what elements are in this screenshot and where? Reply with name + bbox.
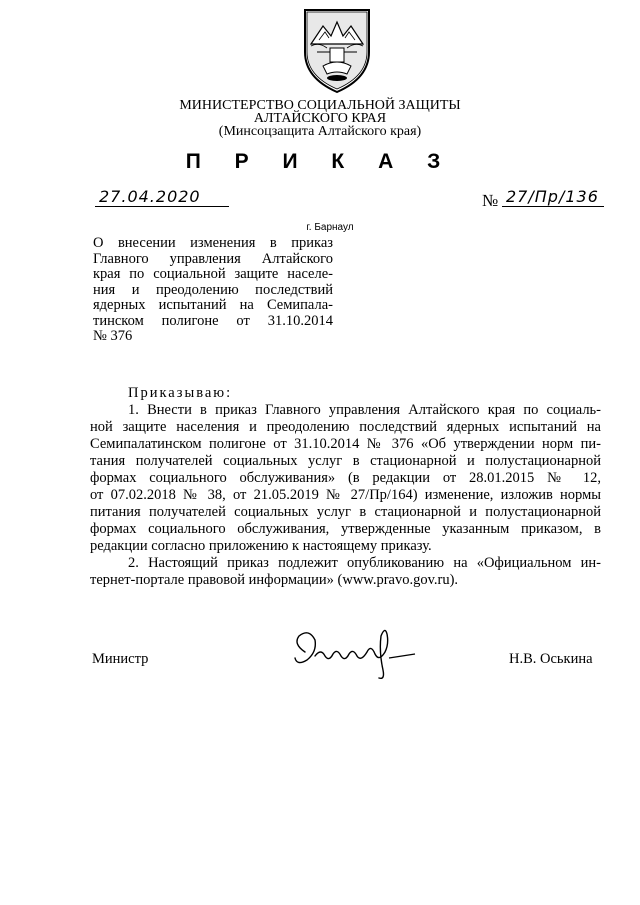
item1-line: редакции согласно приложению к настоящему приказу. — [90, 538, 432, 554]
signatory-name: Н.В. Оськина — [509, 651, 593, 667]
order-body — [90, 385, 601, 589]
subject-line: № 376 — [93, 328, 133, 344]
item1-line: от 07.02.2018 № 38, от 21.05.2019 № 27/Пр/164) изменение, изложив нормы — [90, 487, 601, 503]
coat-of-arms-icon — [297, 8, 377, 94]
subject-line: ния и преодолению последствий — [93, 281, 333, 298]
subject-line: тинском полигоне от 31.10.2014 — [93, 312, 333, 329]
city-label: г. Барнаул — [306, 222, 354, 233]
item1-line: Семипалатинском полигоне от 31.10.2014 № 376 «Об утверждении норм пи- — [90, 436, 601, 452]
document-title: П Р И К А З — [185, 150, 455, 173]
order-date: 27.04.2020 — [95, 188, 229, 207]
handwritten-signature — [285, 622, 425, 682]
subject-line: ядерных испытаний на Семипала- — [93, 297, 333, 313]
item2-line: тернет-портале правовой информации» (www.pravo.gov.ru). — [90, 572, 459, 588]
item1-line: 1. Внести в приказ Главного управления Алтайского края по социаль- — [128, 402, 601, 418]
ministry-name-line1: МИНИСТЕРСТВО СОЦИАЛЬНОЙ ЗАЩИТЫ — [179, 98, 461, 113]
item1-line: формах социального обслуживания, утвержденные указанным приказом, в — [90, 521, 601, 537]
item2-line: 2. Настоящий приказ подлежит опубликованию на «Официальном ин- — [128, 555, 601, 571]
subject-line: О внесении изменения в приказ — [93, 235, 333, 251]
item1-line: питания получателей социальных услуг в стационарной и полустационарной — [90, 504, 601, 520]
item1-line: ной защите населения и преодолению последствий ядерных испытаний на — [90, 419, 601, 435]
subject-line: Главного управления Алтайского — [93, 250, 333, 267]
item1-line: формах социального обслуживания» (в редакции от 28.01.2015 № 12, — [90, 470, 601, 486]
order-number-label: № — [482, 191, 499, 210]
order-number: 27/Пр/136 — [502, 188, 604, 207]
order-subject — [93, 236, 333, 345]
subject-line: края по социальной защите населе- — [93, 266, 333, 282]
item1-line: тания получателей социальных услуг в стационарной и полустационарной — [90, 453, 601, 469]
ministry-name-line2: АЛТАЙСКОГО КРАЯ — [253, 111, 387, 126]
order-word: Приказываю: — [128, 385, 233, 401]
signatory-role: Министр — [92, 651, 149, 667]
ministry-short-name: (Минсоцзащита Алтайского края) — [218, 124, 422, 139]
